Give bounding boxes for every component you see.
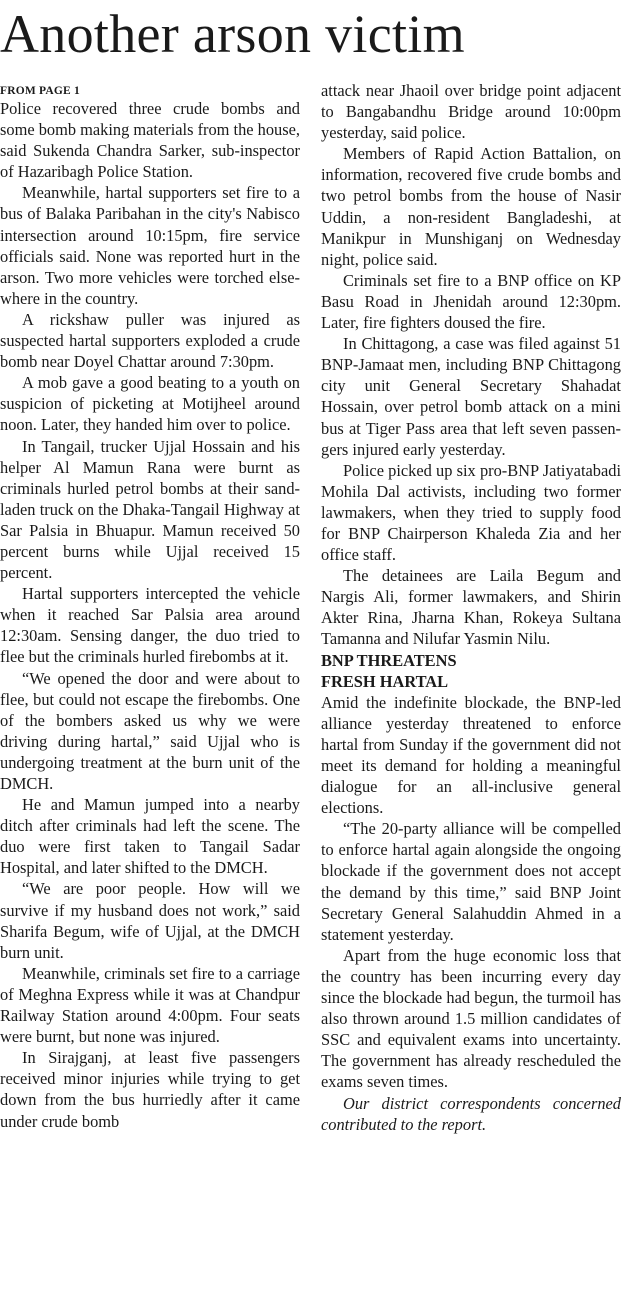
paragraph: A rickshaw puller was injured as suspected hartal supporters exploded a crude bomb near Doyel Chattar around 7:30pm. — [0, 309, 300, 372]
paragraph: In Chittagong, a case was filed against 51 BNP-Jamaat men, including BNP Chittagong city unit General Secretary Shahadat Hossain, over petrol bomb attack on a mini bus at Tiger Pass area that left seven passengers injured early yesterday. — [321, 334, 621, 459]
paragraph: Police recovered three crude bombs and some bomb making materials from the house, said Sukenda Chandra Sarker, sub-inspector of Hazaribagh Police Station. — [0, 99, 300, 182]
paragraph: Police picked up six pro-BNP Jatiyatabadi Mohila Dal activists, including two former lawmakers, when they tried to supply food for BNP Chairperson Khaleda Zia and her office staff. — [321, 460, 621, 565]
paragraph: The detainees are Laila Begum and Nargis Ali, former lawmakers, and Shirin Akter Rina, Jharna Khan, Rokeya Sultana Tamanna and Nilufar Yasmin Nilu. — [321, 566, 621, 649]
paragraph: In Sirajganj, at least five passengers received minor injuries while trying to get down from the bus hurriedly after it came under crude bomb — [0, 1048, 300, 1131]
continuation-kicker: FROM PAGE 1 — [0, 85, 80, 97]
paragraph: Apart from the huge economic loss that the country has been incurring every day since the blockade had begun, the turmoil has also thrown around 1.5 million candidates of SSC and equivalent exams into uncertainty. The government has already rescheduled the exams seven times. — [321, 945, 621, 1092]
article-column-left — [0, 80, 300, 1132]
paragraph-continuation: attack near Jhaoil over bridge point adjacent to Bangabandhu Bridge around 10:00pm yesterday, said police. — [321, 81, 621, 143]
paragraph: Members of Rapid Action Battalion, on information, recovered five crude bombs and two petrol bombs from the house of Nasir Uddin, a non-resident Bangladeshi, at Manikpur in Munshiganj on Wednesday night, police said. — [321, 144, 621, 269]
paragraph: Hartal supporters intercepted the vehicle when it reached Sar Palsia area around 12:30am. Sensing danger, the duo tried to flee but the criminals hurled firebombs at it. — [0, 584, 300, 667]
article-column-right — [321, 80, 621, 1135]
subhead — [321, 650, 621, 692]
headline: Another arson victim — [0, 4, 465, 64]
paragraph: Amid the indefinite blockade, the BNP-led alliance yesterday threatened to enforce hartal from Sunday if the government did not meet its demand for holding a meaningful dialogue for an all-inclusive general elections. — [321, 692, 621, 818]
contributor-credit: Our district correspondents concerned contributed to the report. — [321, 1093, 621, 1134]
paragraph: He and Mamun jumped into a nearby ditch after criminals had left the scene. The duo were first taken to Tangail Sadar Hospital, and later shifted to the DMCH. — [0, 795, 300, 878]
paragraph: A mob gave a good beating to a youth on suspicion of picketing at Motijheel around noon. Later, they handed him over to police. — [0, 373, 300, 435]
paragraph: Criminals set fire to a BNP office on KP Basu Road in Jhenidah around 12:30pm. Later, fire fighters doused the fire. — [321, 270, 621, 333]
paragraph: In Tangail, trucker Ujjal Hossain and his helper Al Mamun Rana were burnt as criminals hurled petrol bombs at their sand-laden truck on the Dhaka-Tangail Highway at Sar Palsia in Bhuapur. Mamun received 50 percent burns while Ujjal received 15 percent. — [0, 436, 300, 583]
paragraph: “The 20-party alliance will be compelled to enforce hartal again alongside the ongoing blockade if the government does not accept the demand by this time,” said BNP Joint Secretary General Salahuddin Ahmed in a statement yesterday. — [321, 819, 621, 944]
paragraph: “We opened the door and were about to flee, but could not escape the firebombs. One of the bombers asked us why we were driving during hartal,” said Ujjal who is undergoing treatment at the burn unit of the DMCH. — [0, 668, 300, 793]
subhead-line-1: BNP THREATENS — [321, 650, 457, 670]
paragraph: “We are poor people. How will we survive if my husband does not work,” said Sharifa Begum, wife of Ujjal, at the DMCH burn unit. — [0, 879, 300, 962]
subhead-line-2: FRESH HARTAL — [321, 671, 449, 691]
paragraph: Meanwhile, criminals set fire to a carriage of Meghna Express while it was at Chandpur Railway Station around 4:00pm. Four seats were burnt, but none was injured. — [0, 963, 300, 1047]
paragraph: Meanwhile, hartal supporters set fire to a bus of Balaka Paribahan in the city's Nabisco intersection around 10:15pm, fire service officials said. None was reported hurt in the arson. Two more vehicles were torched elsewhere in the country. — [0, 183, 300, 308]
